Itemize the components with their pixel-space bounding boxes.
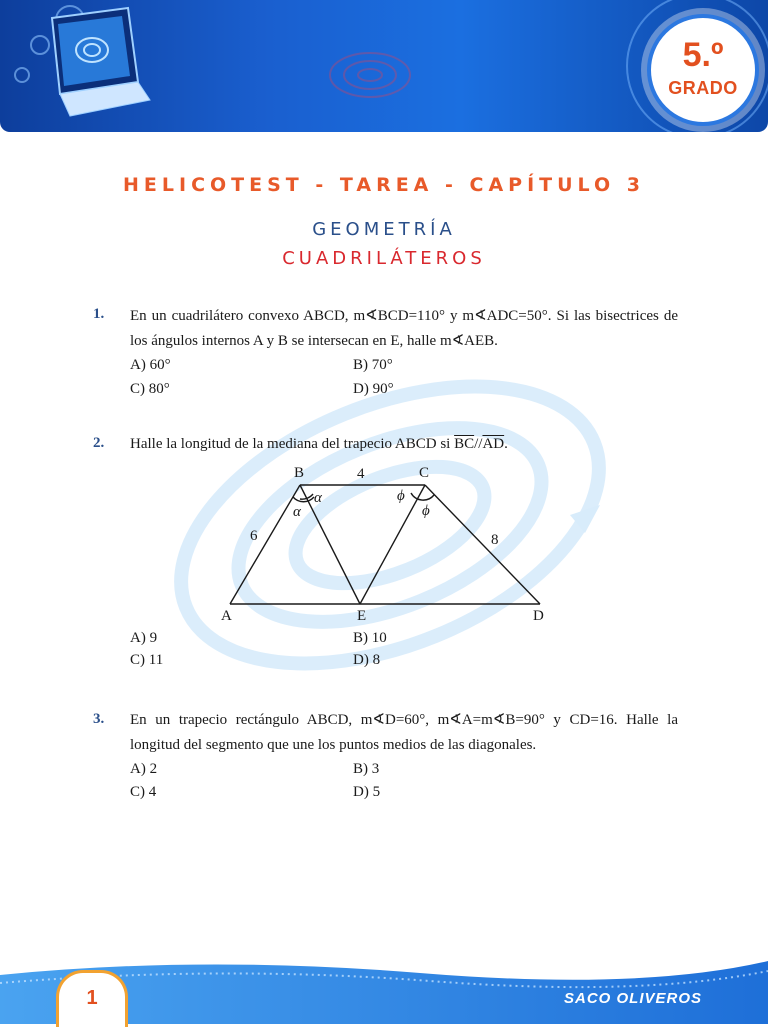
angle-alpha-1: α: [314, 490, 322, 506]
question-1-option-a: A) 60°: [130, 357, 171, 373]
page-number-badge: [56, 970, 128, 1027]
question-3-number: 3.: [93, 711, 105, 727]
grade-label: GRADO: [668, 78, 738, 98]
side-cd: [425, 485, 540, 604]
question-2-text: [130, 432, 678, 457]
parallel-symbol: //: [474, 436, 483, 452]
question-2-option-a: A) 9: [130, 630, 158, 646]
question-2-option-c: C) 11: [130, 652, 164, 668]
question-3-option-b: B) 3: [353, 761, 380, 777]
label-e: E: [357, 608, 367, 624]
length-bc: 4: [357, 466, 365, 482]
length-cd: 8: [491, 532, 499, 548]
question-3-option-d: D) 5: [353, 784, 381, 800]
angle-phi-2: ϕ: [422, 503, 430, 519]
question-2-option-b: B) 10: [353, 630, 387, 646]
segment-ad: $\overline{AD}$: [482, 436, 505, 452]
question-3-text: En un trapecio rectángulo ABCD, m∢D=60°, m∢A=m∢B=90° y CD=16. Halle la longitud del segmento que une los puntos medios de las diagonales.: [130, 712, 678, 753]
question-1-text: En un cuadrilátero convexo ABCD, m∢BCD=110° y m∢ADC=50°. Si las bisectrices de los ángulos internos A y B se intersecan en E, halle m∢AEB.: [130, 308, 678, 349]
angle-arc-c1: [411, 493, 434, 500]
trapezoid-diagram: [210, 460, 570, 630]
segment-ce: [360, 485, 425, 604]
question-3-option-c: C) 4: [130, 784, 157, 800]
laptop-icon: [52, 8, 150, 116]
question-1-number: 1.: [93, 306, 105, 322]
question-1-option-c: C) 80°: [130, 381, 170, 397]
label-c: C: [419, 465, 430, 481]
label-b: B: [294, 465, 305, 481]
brand-logo-text: SACO OLIVEROS: [564, 990, 703, 1007]
question-2-number: 2.: [93, 435, 105, 451]
question-1-option-d: D) 90°: [353, 381, 394, 397]
grade-badge: [647, 14, 759, 126]
label-a: A: [221, 608, 232, 624]
page-number: 1: [86, 987, 98, 1009]
subject-title: GEOMETRÍA: [312, 219, 456, 240]
side-ab: [230, 485, 300, 604]
topic-title: CUADRILÁTEROS: [282, 248, 486, 269]
segment-be: [300, 485, 360, 604]
question-2-text-before: Halle la longitud de la mediana del trapecio ABCD si: [130, 436, 455, 452]
question-2-text-after: .: [504, 436, 508, 452]
label-d: D: [533, 608, 544, 624]
question-3-option-a: A) 2: [130, 761, 158, 777]
length-ab: 6: [250, 528, 258, 544]
angle-phi-1: ϕ: [397, 488, 405, 504]
segment-bc: $\overline{BC}$: [454, 436, 475, 452]
question-2-option-d: D) 8: [353, 652, 381, 668]
grade-number: 5.º: [682, 36, 724, 74]
angle-alpha-2: α: [293, 504, 301, 520]
page-title: HELICOTEST - TAREA - CAPÍTULO 3: [123, 174, 645, 196]
question-1-option-b: B) 70°: [353, 357, 393, 373]
